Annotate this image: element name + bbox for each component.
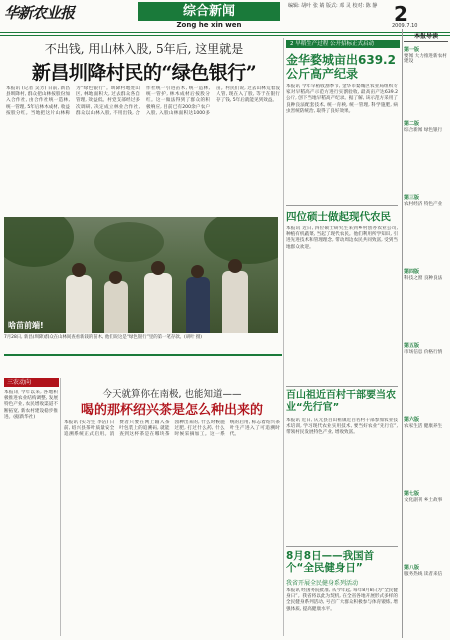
right-body-4: 本报讯 经国务院批准, 从今年起, 每年8月8日为“全民健身日”。我省将以此为契机, 在全省各地开展形式多样的全民健身系列活动, 号召广大群众积极参与体育锻炼, 增强体质, 提高健康水平。 [286, 588, 398, 612]
right-headline-1: 金华婺城亩出639.2公斤高产纪录 [286, 53, 396, 81]
header-rule-thin [0, 35, 450, 36]
toc-item[interactable] [404, 270, 448, 281]
sub-section-label: 三农动向 [4, 378, 59, 387]
rule [286, 205, 398, 206]
rule [286, 546, 398, 547]
toc-text: 农村经济 特色产业 [404, 201, 443, 207]
newspaper-logo: 华新农业报 [4, 4, 75, 22]
right-section-bar: 2 早稻生产过程 公开招标正式启动 [286, 40, 400, 48]
toc-item[interactable] [404, 122, 448, 133]
column-rule [60, 378, 61, 636]
toc-page: 第一版 [404, 47, 420, 53]
feature-kicker: 今天就算你在南极, 也能知道—— [102, 389, 242, 400]
right-body-1: 本报讯 今年早稻收割季节, 金华市婺城区农业局组织专家对早稻高产示范方进行实割验收, 最高亩产达639.2公斤, 创下当地早稻高产纪录。据了解, 该示范方采用了良种良法配套技术, 统一育秧, 统一管理, 科学施肥, 病虫害统防统治, 取得了良好效果。 [286, 84, 398, 114]
section-divider [4, 354, 282, 356]
lead-photo [4, 217, 278, 333]
toc-page: 第四版 [404, 269, 420, 275]
feature-headline: 喝的那杯绍兴茶是怎么种出来的 [80, 403, 263, 418]
rule [286, 386, 398, 387]
toc-text: 文化副刊 乡土故事 [404, 497, 443, 503]
toc-page: 第六版 [404, 417, 420, 423]
right-headline-2: 四位硕士做起现代农民 [286, 211, 391, 223]
toc-heading: 本报导读 [404, 31, 448, 42]
header-rule [0, 32, 450, 33]
page-number: 2 [394, 2, 408, 26]
right-headline-4: 8月8日——我国首个“全民健身日” [286, 550, 375, 574]
left-sidebar-text: 本报讯 今年以来, 各地积极推进农业结构调整, 发展特色产业, 农民增收渠道不断拓宽, 新农村建设稳步推进。(据新华社) [4, 390, 58, 420]
right-body-3: 本报讯 近日, 庆元县百山祖镇近百名村干部参加农业技术培训, 学习现代农业实用技术, 要当好农业“先行官”, 带领村民发展特色产业, 增收致富。 [286, 418, 398, 436]
right-body-2: 本报讯 近日, 四位硕士研究生来到乡村创办农业公司, 种植有机蔬菜, 当起了现代农民。他们利用所学知识, 引进先进技术和管理理念, 带动周边农民共同致富, 受到当地群众欢迎。 [286, 226, 398, 250]
page-date: 2009.7.10 [392, 23, 418, 29]
feature-body: 本报讯 (实习生 李洁) 日前, 绍兴县茶叶质量安全追溯系统正式启用。消费者只要在网上输入茶叶包装上的追溯码, 就能查到这杯茶是在哪块茶园种出来的, 什么时候施过肥, 打过什么药, 什么时候采摘加工。这一系统的启用, 标志着绍兴茶叶生产进入了可追溯时代。 [64, 420, 280, 438]
column-rule-right [283, 38, 284, 636]
lead-body: 本报讯 (记者 吴芳) 日前, 新昌县圳降村, 群众把山林按股份加入合作社, 由合作社统一造林, 统一管理, 5年后林木成材, 收益按股分红。当地把这片山林称为“绿色银行”。圳降村地处山区, 林地面积大, 过去群众各自管理, 效益低。村党支部经过多次调研, 决定成立林业合作社, 群众以山林入股, 不用出钱, 合作社统一引进苗木, 统一造林, 统一管护, 林木成材后按股分红。这一做法得到了群众的积极响应, 目前已有200余户农户入股, 入股山林面积达1000多亩。村民们说, 过去山林荒着没人管, 现在入了股, 等于在银行存了钱, 5年后就能见到效益。 [6, 86, 280, 116]
photo-note: 7月28日, 新昌(圳降)群众在山林间查看新栽的苗木, 他们说这是“绿色银行”里的第一笔存款。(胡叶 摄) [4, 335, 202, 340]
lead-headline: 新昌圳降村民的“绿色银行” [31, 62, 257, 84]
toc-text: 要闻 大力推进新农村建设 [404, 53, 447, 65]
toc-page: 第七版 [404, 491, 420, 497]
toc-page: 第八版 [404, 565, 420, 571]
photo-caption: 啥苗前端! [8, 321, 44, 330]
toc-page: 第三版 [404, 195, 420, 201]
toc-item[interactable] [404, 492, 448, 503]
right-headline-3: 百山祖近百村干部要当农业“先行官” [286, 390, 396, 413]
lead-kicker: 不出钱, 用山林入股, 5年后, 这里就是 [44, 42, 244, 56]
toc-text: 科技之窗 良种良法 [404, 275, 443, 281]
toc-item[interactable] [404, 48, 448, 65]
right-subhead-4: 我省开展全民健身系列活动 [286, 580, 359, 587]
toc-page: 第五版 [404, 343, 420, 349]
section-title: 综合新闻 [138, 2, 280, 21]
toc-text: 综合新闻 绿色银行 [404, 127, 443, 133]
toc-item[interactable] [404, 566, 448, 577]
toc-text: 服务热线 读者来信 [404, 571, 443, 577]
toc-text: 市场信息 价格行情 [404, 349, 443, 355]
toc-page: 第二版 [404, 121, 420, 127]
toc-item[interactable] [404, 344, 448, 355]
toc-item[interactable] [404, 418, 448, 429]
edition-info: 编辑: 胡叶 张 婧 版式: 邓 灵 校对: 陈 静 [288, 3, 378, 9]
toc-text: 农家生活 健康养生 [404, 423, 443, 429]
section-pinyin: Zong he xin wen [176, 21, 242, 29]
toc-item[interactable] [404, 196, 448, 207]
